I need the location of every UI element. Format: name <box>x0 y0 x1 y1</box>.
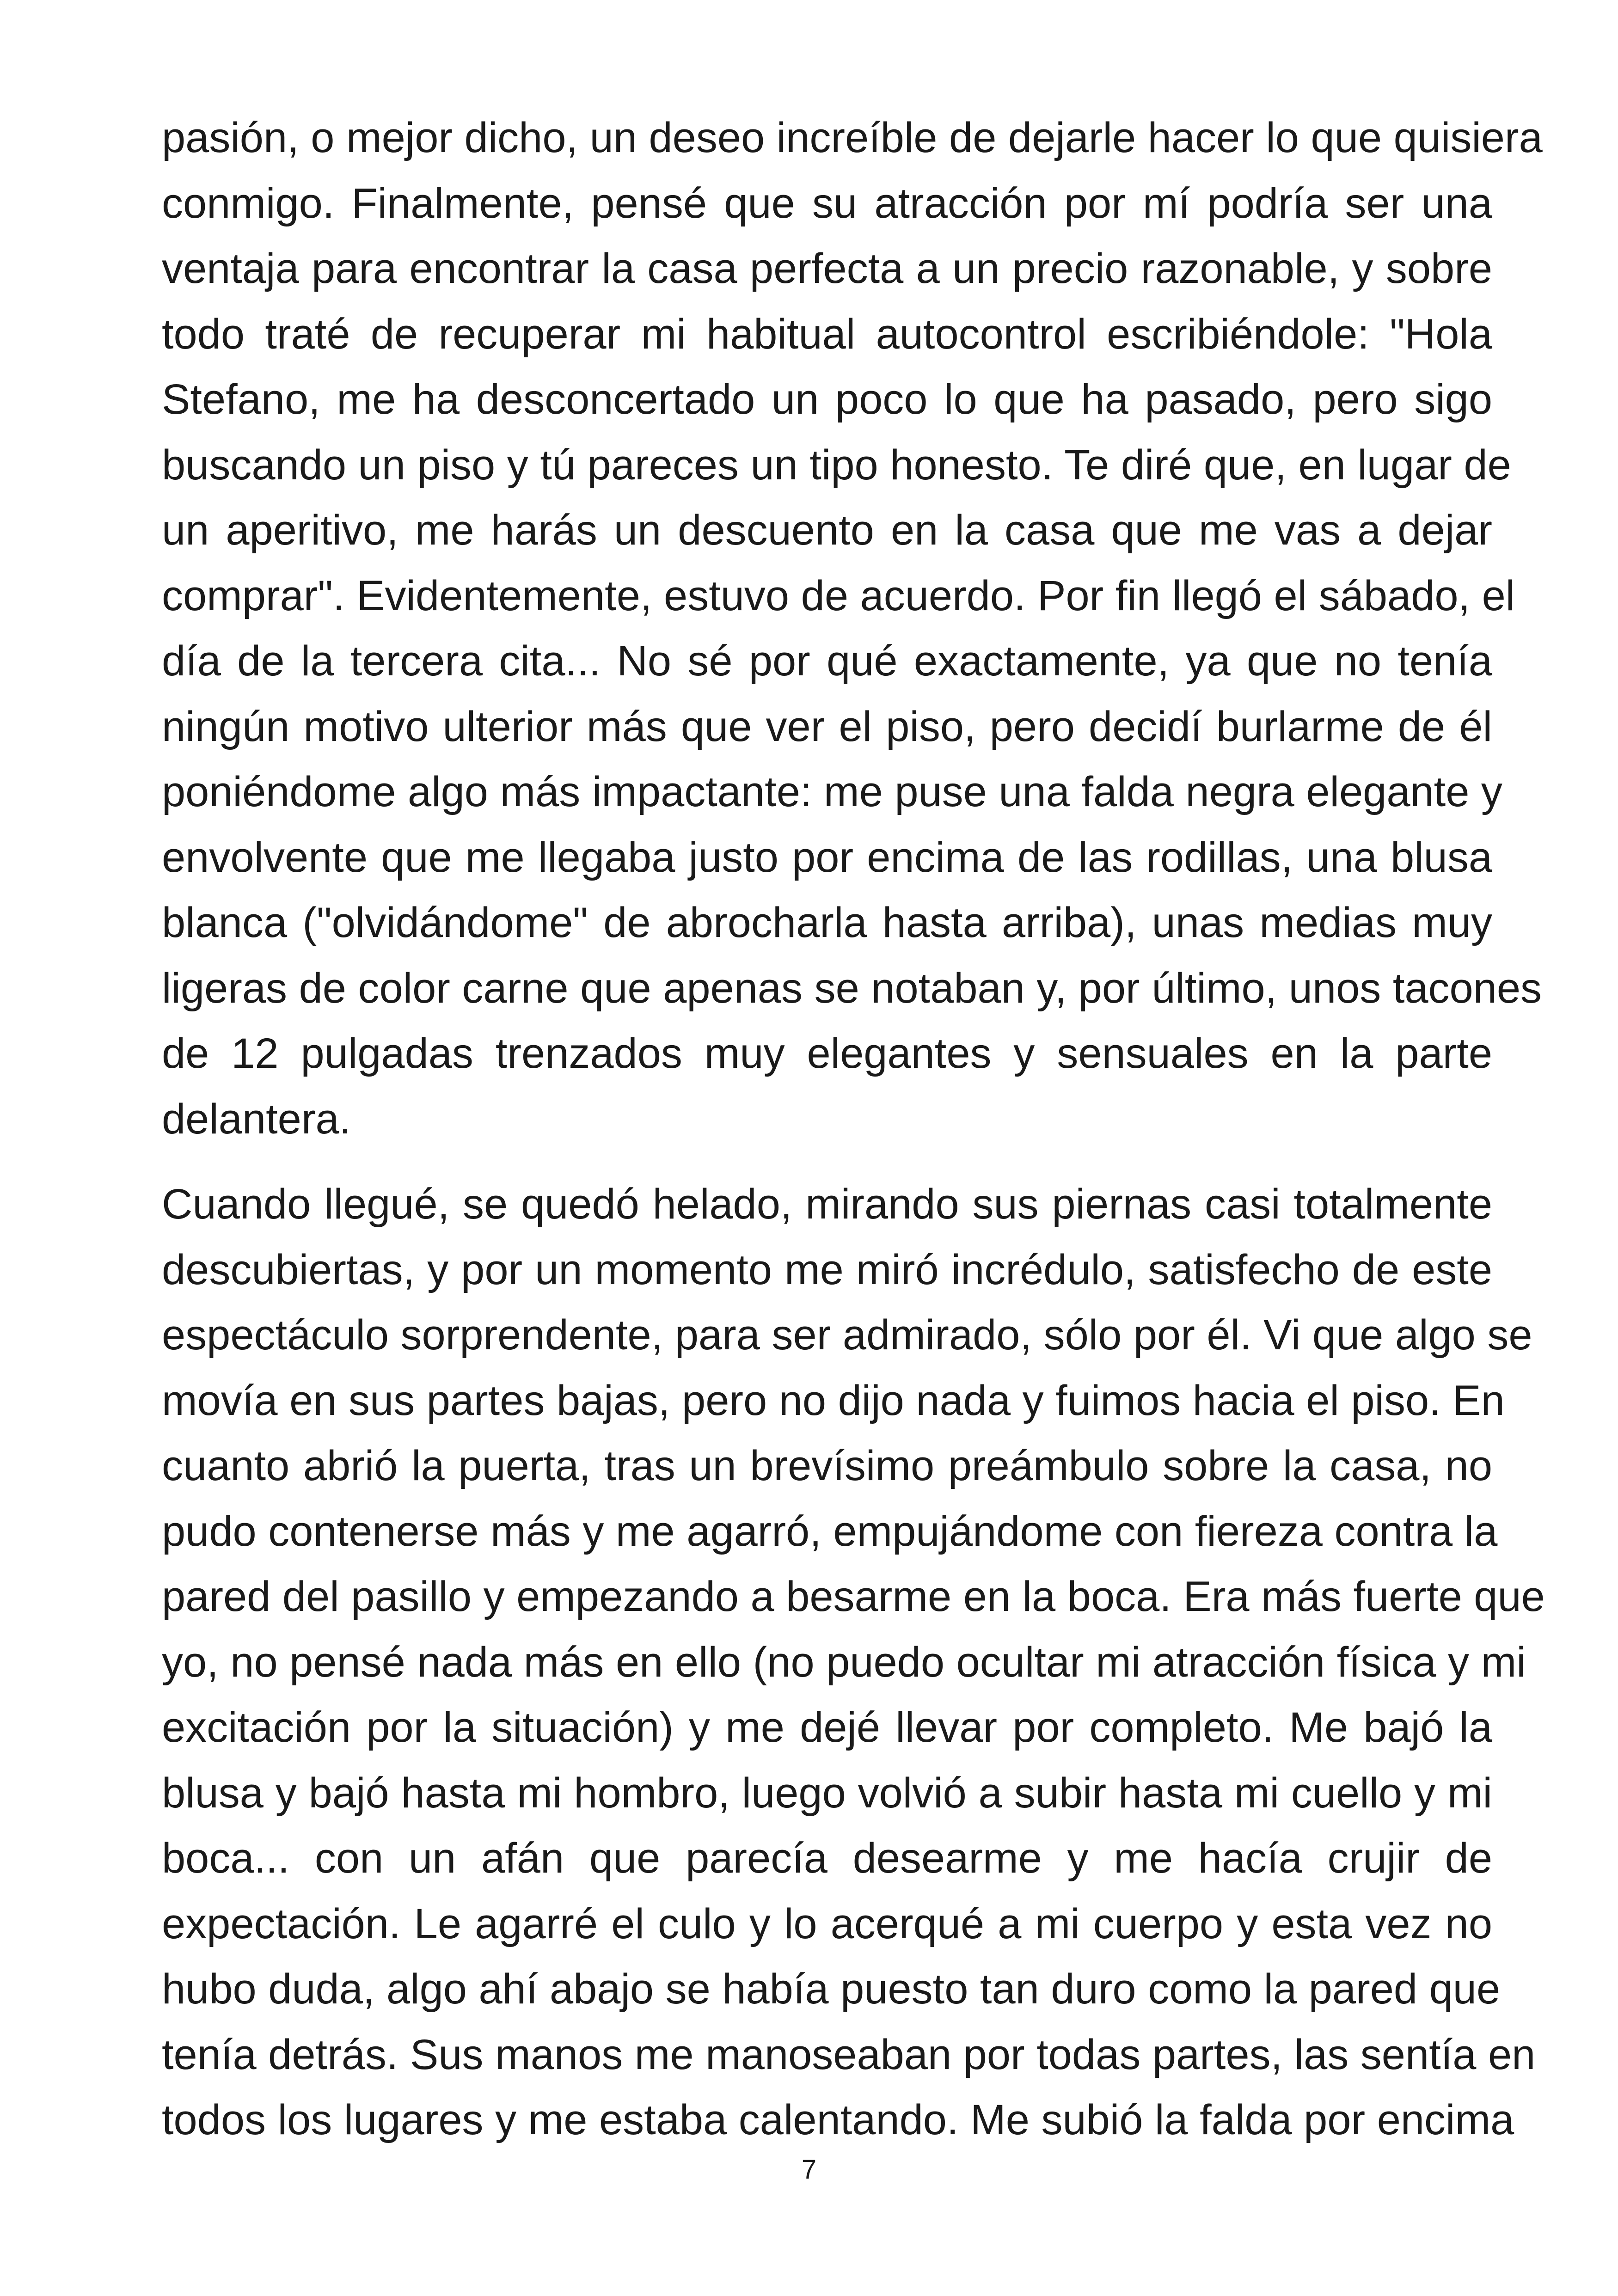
paragraph-2 <box>162 1172 1545 2153</box>
paragraph-line: envolvente que me llegaba justo por encima de las rodillas, una blusa <box>162 833 1492 881</box>
page-number: 7 <box>801 2155 817 2185</box>
paragraph-line: descubiertas, y por un momento me miró incrédulo, satisfecho de este <box>162 1246 1492 1293</box>
paragraph-line: espectáculo sorprendente, para ser admirado, sólo por él. Vi que algo se <box>162 1311 1532 1359</box>
paragraph-line: boca... con un afán que parecía desearme y me hacía crujir de <box>162 1835 1492 1882</box>
paragraph-1 <box>162 105 1543 1152</box>
paragraph-line: excitación por la situación) y me dejé llevar por completo. Me bajó la <box>162 1704 1492 1751</box>
paragraph-line: tenía detrás. Sus manos me manoseaban por todas partes, las sentía en <box>162 2031 1536 2078</box>
paragraph-line: Cuando llegué, se quedó helado, mirando sus piernas casi totalmente <box>162 1181 1492 1228</box>
paragraph-line: de 12 pulgadas trenzados muy elegantes y sensuales en la parte <box>162 1030 1492 1077</box>
paragraph-line: expectación. Le agarré el culo y lo acerqué a mi cuerpo y esta vez no <box>162 1900 1492 1947</box>
paragraph-line: pared del pasillo y empezando a besarme en la boca. Era más fuerte que <box>162 1573 1545 1620</box>
paragraph-line: delantera. <box>162 1095 351 1143</box>
paragraph-line: conmigo. Finalmente, pensé que su atracción por mí podría ser una <box>162 179 1492 227</box>
paragraph-line: pasión, o mejor dicho, un deseo increíble de dejarle hacer lo que quisiera <box>162 114 1543 161</box>
paragraph-line: yo, no pensé nada más en ello (no puedo ocultar mi atracción física y mi <box>162 1638 1526 1686</box>
paragraph-line: pudo contenerse más y me agarró, empujándome con fiereza contra la <box>162 1507 1498 1555</box>
paragraph-line: ligeras de color carne que apenas se notaban y, por último, unos tacones <box>162 964 1542 1012</box>
paragraph-line: cuanto abrió la puerta, tras un brevísimo preámbulo sobre la casa, no <box>162 1442 1492 1489</box>
paragraph-line: poniéndome algo más impactante: me puse una falda negra elegante y <box>162 768 1502 815</box>
paragraph-line: ningún motivo ulterior más que ver el piso, pero decidí burlarme de él <box>162 703 1492 750</box>
paragraph-line: blanca ("olvidándome" de abrocharla hasta arriba), unas medias muy <box>162 899 1492 946</box>
paragraph-line: todo traté de recuperar mi habitual autocontrol escribiéndole: "Hola <box>162 310 1492 358</box>
paragraph-line: día de la tercera cita... No sé por qué exactamente, ya que no tenía <box>162 637 1492 685</box>
paragraph-line: buscando un piso y tú pareces un tipo honesto. Te diré que, en lugar de <box>162 441 1511 489</box>
paragraph-line: comprar". Evidentemente, estuvo de acuerdo. Por fin llegó el sábado, el <box>162 572 1515 619</box>
paragraph-line: movía en sus partes bajas, pero no dijo nada y fuimos hacia el piso. En <box>162 1377 1505 1424</box>
paragraph-line: Stefano, me ha desconcertado un poco lo que ha pasado, pero sigo <box>162 376 1492 423</box>
paragraph-line: blusa y bajó hasta mi hombro, luego volvió a subir hasta mi cuello y mi <box>162 1769 1492 1817</box>
paragraph-line: un aperitivo, me harás un descuento en la casa que me vas a dejar <box>162 507 1492 554</box>
paragraph-line: hubo duda, algo ahí abajo se había puesto tan duro como la pared que <box>162 1965 1501 2013</box>
paragraph-line: todos los lugares y me estaba calentando. Me subió la falda por encima <box>162 2096 1514 2143</box>
paragraph-line: ventaja para encontrar la casa perfecta a un precio razonable, y sobre <box>162 245 1492 292</box>
